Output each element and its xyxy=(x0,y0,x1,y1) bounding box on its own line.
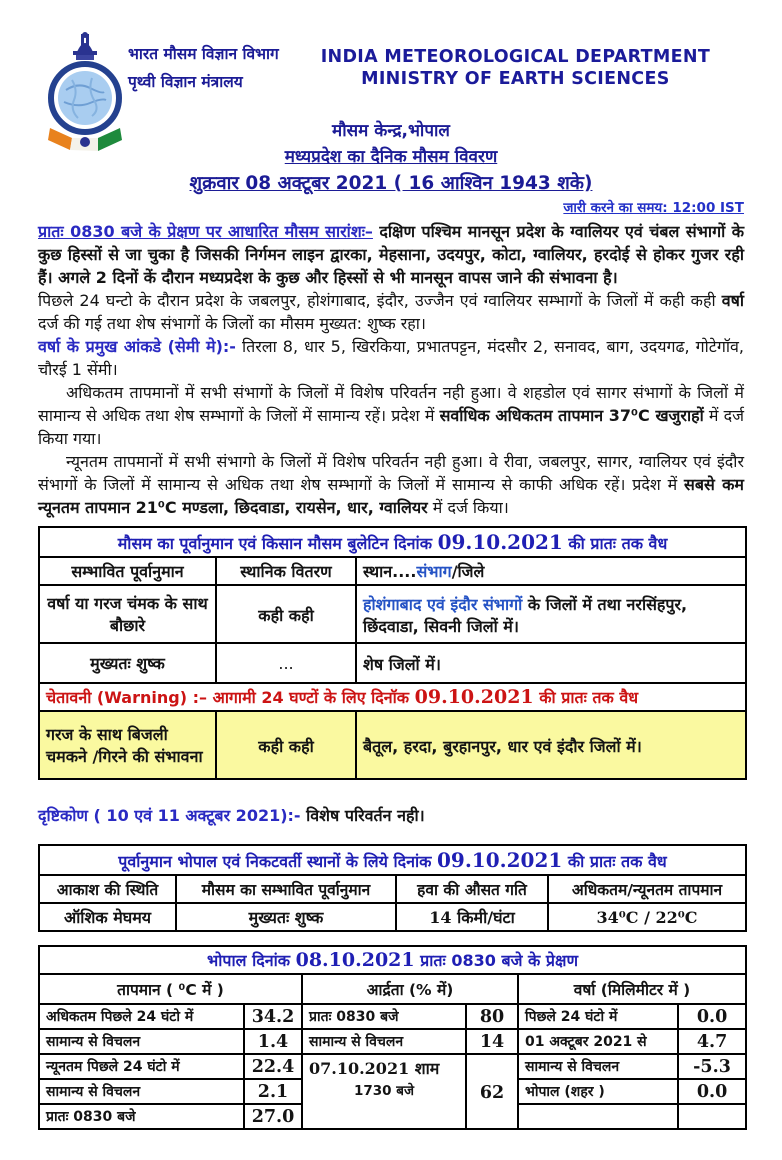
humidity-evening-label xyxy=(302,1054,466,1129)
humidity-dev-value: 14 xyxy=(466,1029,518,1054)
max-temp-post: में दर्ज किया गया। xyxy=(38,406,744,448)
min-temp-pre: न्यूनतम तापमानों में सभी संभागो के जिलों में विशेष परिवर्तन नही हुआ। वे रीवा, जबलपुर, सागर, ग्वालियर एवं इंदौर संभागों के जिलों में सामान्य से अधिक तथा शेष सम्भागों के जिलों में सामान्य से काफी अधिक रहें। प्रदेश में xyxy=(38,452,744,494)
col-header-place xyxy=(356,557,746,585)
bhopal-table-title xyxy=(39,845,746,875)
rain-24h-value: 0.0 xyxy=(678,1004,746,1029)
col-header-forecast: सम्भावित पूर्वानुमान xyxy=(39,557,216,585)
obs-title-date: 08.10.2021 xyxy=(295,949,415,971)
summary-heading: प्रातः 0830 बजे के प्रेक्षण पर आधारित मौसम सारांशः– xyxy=(38,222,373,241)
sky-condition-value: ऑशिक मेघमय xyxy=(39,903,176,931)
rain-24h-label: पिछले 24 घंटो में xyxy=(518,1004,678,1029)
rain-place-blue: होशंगाबाद एवं इंदौर संभागों xyxy=(363,595,523,614)
temp-min-label: न्यूनतम पिछले 24 घंटो में xyxy=(39,1054,244,1079)
department-name-english xyxy=(279,46,752,96)
warning-title xyxy=(39,683,746,711)
forecast-warning-table xyxy=(38,526,747,780)
forecast-title-post: की प्रातः तक वैध xyxy=(562,534,668,553)
rain-place-text: के जिलों में तथा नरसिंहपुर, छिंदवाडा, सिवनी जिलों में। xyxy=(363,595,688,636)
header-expected-weather: मौसम का सम्भावित पूर्वानुमान xyxy=(176,875,396,903)
rain-place-cell xyxy=(356,585,746,643)
warning-title-date: 09.10.2021 xyxy=(414,686,534,708)
warning-row xyxy=(39,711,746,779)
temp-morning-value: 27.0 xyxy=(244,1104,302,1129)
humidity-dev-label: सामान्य से विचलन xyxy=(302,1029,466,1054)
temp-max-dev-label: सामान्य से विचलन xyxy=(39,1029,244,1054)
humidity-morning-value: 80 xyxy=(466,1004,518,1029)
warning-title-post: की प्रातः तक वैध xyxy=(533,688,639,707)
rain-city-label: भोपाल (शहर ) xyxy=(518,1079,678,1104)
humidity-evening-date: 07.10.2021 शाम xyxy=(309,1059,440,1078)
masthead-text xyxy=(128,26,752,96)
bulletin-date-line: शुक्रवार 08 अक्टूबर 2021 ( 16 आश्विन 1943 शके) xyxy=(189,173,593,194)
globe-icon xyxy=(51,64,119,132)
group-rainfall: वर्षा (मिलिमीटर में ) xyxy=(518,974,746,1004)
place-header-pre: स्थान.... xyxy=(363,562,417,581)
observations-table xyxy=(38,945,747,1130)
obs-title-pre: भोपाल दिनांक xyxy=(207,951,296,970)
col-header-distribution: स्थानिक वितरण xyxy=(216,557,356,585)
outlook-heading: दृष्टिकोण ( 10 एवं 11 अक्टूबर 2021):- xyxy=(38,806,307,825)
dry-distribution-cell: ... xyxy=(216,643,356,683)
bhopal-values-row xyxy=(39,903,746,931)
forecast-header-row xyxy=(39,557,746,585)
temp-min-value: 22.4 xyxy=(244,1054,302,1079)
rain-empty-label xyxy=(518,1104,678,1129)
max-temp-bold: सर्वाधिक अधिकतम तापमान 37⁰C खजुराहों xyxy=(439,406,704,425)
bhopal-header-row xyxy=(39,875,746,903)
observations-row-1 xyxy=(39,1004,746,1029)
rain-city-value: 0.0 xyxy=(678,1079,746,1104)
rain24h-pre: पिछले 24 घन्टो के दौरान प्रदेश के जबलपुर, होशंगाबाद, इंदौर, उज्जैन एवं ग्वालियर सम्भागों के जिलों में कही कही xyxy=(38,291,722,310)
rain24h-post: दर्ज की गई तथा शेष संभागों के जिलों का मौसम मुख्यत: शुष्क रहा। xyxy=(38,314,426,333)
rain-dev-value: -5.3 xyxy=(678,1054,746,1079)
place-header-post: /जिले xyxy=(451,562,485,581)
rainfall-figures-heading: वर्षा के प्रमुख आंकडे (सेमी मे):- xyxy=(38,337,236,356)
max-min-temp-value: 34⁰C / 22⁰C xyxy=(548,903,746,931)
warning-distribution-cell: कही कही xyxy=(216,711,356,779)
bhopal-title-pre: पूर्वानुमान भोपाल एवं निकटवर्ती स्थानों के लिये दिनांक xyxy=(118,852,438,871)
temp-min-dev-value: 2.1 xyxy=(244,1079,302,1104)
masthead xyxy=(0,0,782,114)
group-humidity: आर्द्रता (% में) xyxy=(302,974,518,1004)
header-sky-condition: आकाश की स्थिति xyxy=(39,875,176,903)
humidity-evening-value: 62 xyxy=(466,1054,518,1129)
rainfall-figures-paragraph xyxy=(38,335,744,381)
outlook-line xyxy=(38,804,744,826)
outlook-body: विशेष परिवर्तन नही। xyxy=(306,806,425,825)
forecast-row-dry xyxy=(39,643,746,683)
max-temp-paragraph xyxy=(38,381,744,450)
min-temp-post: में दर्ज किया। xyxy=(427,498,509,517)
humidity-evening-time: 1730 बजे xyxy=(354,1083,414,1099)
rain-distribution-cell: कही कही xyxy=(216,585,356,643)
bhopal-title-date: 09.10.2021 xyxy=(437,848,563,872)
warning-title-pre: चेतावनी (Warning) :– आगामी 24 घण्टों के लिए दिनॉक xyxy=(46,688,415,707)
observations-row-2 xyxy=(39,1029,746,1054)
temp-max-dev-value: 1.4 xyxy=(244,1029,302,1054)
header-wind-speed: हवा की औसत गति xyxy=(396,875,548,903)
temp-max-label: अधिकतम पिछले 24 घंटो में xyxy=(39,1004,244,1029)
forecast-title-row xyxy=(39,527,746,557)
rain-forecast-cell: वर्षा या गरज चंमक के साथ बौछारे xyxy=(39,585,216,643)
header-max-min-temp: अधिकतम/न्यूनतम तापमान xyxy=(548,875,746,903)
bhopal-forecast-table xyxy=(38,844,747,932)
forecast-row-rain xyxy=(39,585,746,643)
observations-title-row xyxy=(39,946,746,974)
bulletin-title: मध्यप्रदेश का दैनिक मौसम विवरण xyxy=(284,147,498,167)
rain-since-label: 01 अक्टूबर 2021 से xyxy=(518,1029,678,1054)
dept-english-line1: INDIA METEOROLOGICAL DEPARTMENT xyxy=(320,47,711,67)
dept-hindi-line2: पृथ्वी विज्ञान मंत्रालय xyxy=(128,73,243,91)
humidity-morning-label: प्रातः 0830 बजे xyxy=(302,1004,466,1029)
observations-title xyxy=(39,946,746,974)
obs-title-post: प्रातः 0830 बजे के प्रेक्षण xyxy=(414,951,579,970)
rainfall-figures-body: तिरला 8, धार 5, खिरकिया, प्रभातपट्टन, मंदसौर 2, सनावद, बाग, उदयगढ, गोटेगॉव, चौरई 1 सेंमी। xyxy=(38,337,744,379)
dry-forecast-cell: मुख्यतः शुष्क xyxy=(39,643,216,683)
warning-place-cell: बैतूल, हरदा, बुरहानपुर, धार एवं इंदौर जिलों में। xyxy=(356,711,746,779)
dry-place-cell: शेष जिलों में। xyxy=(356,643,746,683)
place-header-blue: संभाग xyxy=(416,562,452,581)
wind-speed-value: 14 किमी/घंटा xyxy=(396,903,548,931)
temp-morning-label: प्रातः 0830 बजे xyxy=(39,1104,244,1129)
rain-24h-paragraph xyxy=(38,289,744,335)
bulletin-body xyxy=(38,220,744,519)
warning-title-row xyxy=(39,683,746,711)
forecast-title-pre: मौसम का पूर्वानुमान एवं किसान मौसम बुलेटिन दिनांक xyxy=(117,534,438,553)
rain-since-value: 4.7 xyxy=(678,1029,746,1054)
dept-hindi-line1: भारत मौसम विज्ञान विभाग xyxy=(128,45,279,63)
forecast-table-title xyxy=(39,527,746,557)
imd-logo-icon xyxy=(44,30,126,158)
warning-forecast-cell: गरज के साथ बिजली चमकने /गिरने की संभावना xyxy=(39,711,216,779)
group-temperature: तापमान ( ⁰C में ) xyxy=(39,974,302,1004)
temp-min-dev-label: सामान्य से विचलन xyxy=(39,1079,244,1104)
expected-weather-value: मुख्यतः शुष्क xyxy=(176,903,396,931)
summary-paragraph xyxy=(38,220,744,289)
rain24h-bold: वर्षा xyxy=(721,291,744,310)
dept-english-line2: MINISTRY OF EARTH SCIENCES xyxy=(361,69,670,89)
ashoka-emblem-icon xyxy=(73,32,97,60)
department-name-hindi xyxy=(128,40,279,96)
rain-dev-label: सामान्य से विचलन xyxy=(518,1054,678,1079)
min-temp-paragraph xyxy=(38,450,744,519)
temp-max-value: 34.2 xyxy=(244,1004,302,1029)
issue-time: जारी करने का समय: 12:00 IST xyxy=(563,200,744,216)
observations-row-3 xyxy=(39,1054,746,1079)
min-temp-bold: सबसे कम न्यूनतम तापमान 21⁰C मण्डला, छिदवाडा, रायसेन, धार, ग्वालियर xyxy=(38,475,744,517)
centre-name: मौसम केन्द्र,भोपाल xyxy=(332,121,450,141)
bhopal-title-row xyxy=(39,845,746,875)
summary-body: दक्षिण पश्चिम मानसून प्रदेश के ग्वालियर एवं चंबल संभागों के कुछ हिस्सों से जा चुका है जिसकी निर्गमन लाइन द्वारका, मेहसाना, उदयपुर, कोटा, ग्वालियर, हरदोई से होकर गुजर रही हैं। अगले 2 दिनों कें दौरान मध्यप्रदेश के कुछ और हिस्सों से भी मानसून वापस जाने की संभावना है। xyxy=(38,222,744,287)
rain-empty-value xyxy=(678,1104,746,1129)
observations-group-header-row xyxy=(39,974,746,1004)
max-temp-pre: अधिकतम तापमानों में सभी संभागों के जिलों में विशेष परिवर्तन नही हुआ। वे शहडोल एवं सागर संभागों के जिलों में सामान्य से अधिक तथा शेष सम्भागों के जिलों में सामान्य रहें। प्रदेश में xyxy=(38,383,744,425)
bhopal-title-post: की प्रातः तक वैध xyxy=(562,852,667,871)
forecast-title-date: 09.10.2021 xyxy=(437,530,563,554)
